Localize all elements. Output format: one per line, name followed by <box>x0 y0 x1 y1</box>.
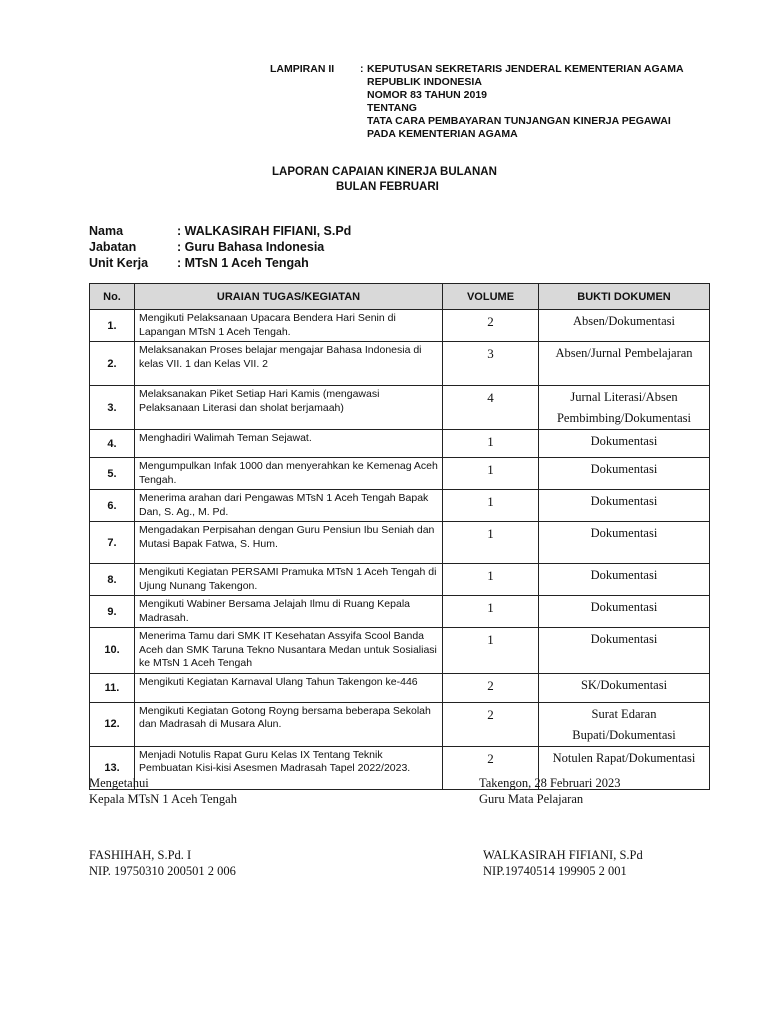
row-evidence: Jurnal Literasi/Absen Pembimbing/Dokumentasi <box>539 386 710 430</box>
table-row <box>90 564 710 596</box>
row-evidence: Surat Edaran Bupati/Dokumentasi <box>539 702 710 746</box>
report-title <box>272 165 497 195</box>
row-description: Menjadi Notulis Rapat Guru Kelas IX Tentang Teknik Pembuatan Kisi-kisi Asesmen Madrasah Tapel 2022/2023. <box>135 746 443 789</box>
row-evidence: SK/Dokumentasi <box>539 673 710 702</box>
table-row <box>90 490 710 522</box>
row-evidence: Dokumentasi <box>539 628 710 674</box>
row-volume: 2 <box>443 310 539 342</box>
signature-acknowledged: Mengetahui <box>89 776 149 790</box>
lampiran-line: NOMOR 83 TAHUN 2019 <box>367 89 488 101</box>
row-evidence: Dokumentasi <box>539 430 710 458</box>
row-evidence: Dokumentasi <box>539 522 710 564</box>
row-evidence: Absen/Dokumentasi <box>539 310 710 342</box>
lampiran-separator: : <box>360 63 364 75</box>
row-volume: 1 <box>443 430 539 458</box>
row-evidence: Dokumentasi <box>539 490 710 522</box>
row-number: 4. <box>90 430 135 458</box>
row-description: Mengikuti Kegiatan Gotong Royng bersama beberapa Sekolah dan Madrasah di Musara Alun. <box>135 702 443 746</box>
row-description: Menghadiri Walimah Teman Sejawat. <box>135 430 443 458</box>
identity-value: : MTsN 1 Aceh Tengah <box>177 256 309 270</box>
identity-label: Unit Kerja <box>89 256 149 270</box>
signature-right <box>479 775 643 878</box>
identity-value: : Guru Bahasa Indonesia <box>177 240 325 254</box>
row-number: 9. <box>90 596 135 628</box>
signatory-nip: NIP.19740514 199905 2 001 <box>483 864 627 878</box>
header-evidence: BUKTI DOKUMEN <box>539 284 710 310</box>
row-volume: 2 <box>443 673 539 702</box>
row-volume: 1 <box>443 490 539 522</box>
header-volume: VOLUME <box>443 284 539 310</box>
row-number: 13. <box>90 746 135 789</box>
row-volume: 1 <box>443 628 539 674</box>
table-row <box>90 310 710 342</box>
signature-place-date: Takengon, 28 Februari 2023 <box>479 776 621 790</box>
lampiran-line: REPUBLIK INDONESIA <box>367 76 482 88</box>
row-volume: 2 <box>443 746 539 789</box>
row-volume: 4 <box>443 386 539 430</box>
row-description: Menerima Tamu dari SMK IT Kesehatan Assyifa Scool Banda Aceh dan SMK Taruna Tekno Nusantara Medan untuk Sosialiasi ke MTsN 1 Aceh Tengah <box>135 628 443 674</box>
row-number: 8. <box>90 564 135 596</box>
lampiran-line: PADA KEMENTERIAN AGAMA <box>367 128 518 140</box>
row-number: 10. <box>90 628 135 674</box>
row-number: 7. <box>90 522 135 564</box>
table-row <box>90 522 710 564</box>
row-volume: 1 <box>443 564 539 596</box>
lampiran-line: TENTANG <box>367 102 417 114</box>
header-no: No. <box>90 284 135 310</box>
row-evidence: Dokumentasi <box>539 458 710 490</box>
row-number: 6. <box>90 490 135 522</box>
row-number: 5. <box>90 458 135 490</box>
row-volume: 2 <box>443 702 539 746</box>
row-evidence: Notulen Rapat/Dokumentasi <box>539 746 710 789</box>
lampiran-label: LAMPIRAN II <box>270 63 335 75</box>
row-volume: 1 <box>443 458 539 490</box>
table-row <box>90 673 710 702</box>
row-description: Melaksanakan Piket Setiap Hari Kamis (mengawasi Pelaksanaan Literasi dan sholat berjamaah) <box>135 386 443 430</box>
row-description: Menerima arahan dari Pengawas MTsN 1 Aceh Tengah Bapak Dan, S. Ag., M. Pd. <box>135 490 443 522</box>
row-number: 1. <box>90 310 135 342</box>
report-month-line: BULAN FEBRUARI <box>336 181 439 193</box>
row-evidence: Absen/Jurnal Pembelajaran <box>539 342 710 386</box>
signature-left <box>89 775 237 878</box>
header-task: URAIAN TUGAS/KEGIATAN <box>135 284 443 310</box>
row-volume: 3 <box>443 342 539 386</box>
row-number: 12. <box>90 702 135 746</box>
lampiran-lines <box>367 63 684 141</box>
row-number: 2. <box>90 342 135 386</box>
row-description: Mengikuti Pelaksanaan Upacara Bendera Hari Senin di Lapangan MTsN 1 Aceh Tengah. <box>135 310 443 342</box>
row-volume: 1 <box>443 596 539 628</box>
row-description: Mengadakan Perpisahan dengan Guru Pensiun Ibu Seniah dan Mutasi Bapak Fatwa, S. Hum. <box>135 522 443 564</box>
signatory-nip: NIP. 19750310 200501 2 006 <box>89 864 236 878</box>
row-description: Mengumpulkan Infak 1000 dan menyerahkan ke Kemenag Aceh Tengah. <box>135 458 443 490</box>
tasks-table <box>89 283 710 790</box>
table-row <box>90 386 710 430</box>
row-description: Mengikuti Kegiatan Karnaval Ulang Tahun Takengon ke-446 <box>135 673 443 702</box>
row-description: Mengikuti Kegiatan PERSAMI Pramuka MTsN 1 Aceh Tengah di Ujung Nunang Takengon. <box>135 564 443 596</box>
signatory-name: WALKASIRAH FIFIANI, S.Pd <box>483 848 643 862</box>
lampiran-line: TATA CARA PEMBAYARAN TUNJANGAN KINERJA PEGAWAI <box>367 115 671 127</box>
signature-role: Kepala MTsN 1 Aceh Tengah <box>89 792 237 806</box>
row-description: Melaksanakan Proses belajar mengajar Bahasa Indonesia di kelas VII. 1 dan Kelas VII. 2 <box>135 342 443 386</box>
row-volume: 1 <box>443 522 539 564</box>
signatory-name: FASHIHAH, S.Pd. I <box>89 848 192 862</box>
row-evidence: Dokumentasi <box>539 564 710 596</box>
row-evidence: Dokumentasi <box>539 596 710 628</box>
row-description: Mengikuti Wabiner Bersama Jelajah Ilmu di Ruang Kepala Madrasah. <box>135 596 443 628</box>
table-row <box>90 628 710 674</box>
row-number: 11. <box>90 673 135 702</box>
identity-label: Jabatan <box>89 240 137 254</box>
table-row <box>90 596 710 628</box>
identity-value: : WALKASIRAH FIFIANI, S.Pd <box>177 224 352 238</box>
signature-role: Guru Mata Pelajaran <box>479 792 584 806</box>
table-header-row <box>90 284 710 310</box>
report-title-line: LAPORAN CAPAIAN KINERJA BULANAN <box>272 166 497 178</box>
table-row <box>90 702 710 746</box>
table-row <box>90 430 710 458</box>
table-row <box>90 458 710 490</box>
lampiran-line: KEPUTUSAN SEKRETARIS JENDERAL KEMENTERIAN AGAMA <box>367 63 684 75</box>
identity-label: Nama <box>89 224 124 238</box>
table-row <box>90 342 710 386</box>
row-number: 3. <box>90 386 135 430</box>
